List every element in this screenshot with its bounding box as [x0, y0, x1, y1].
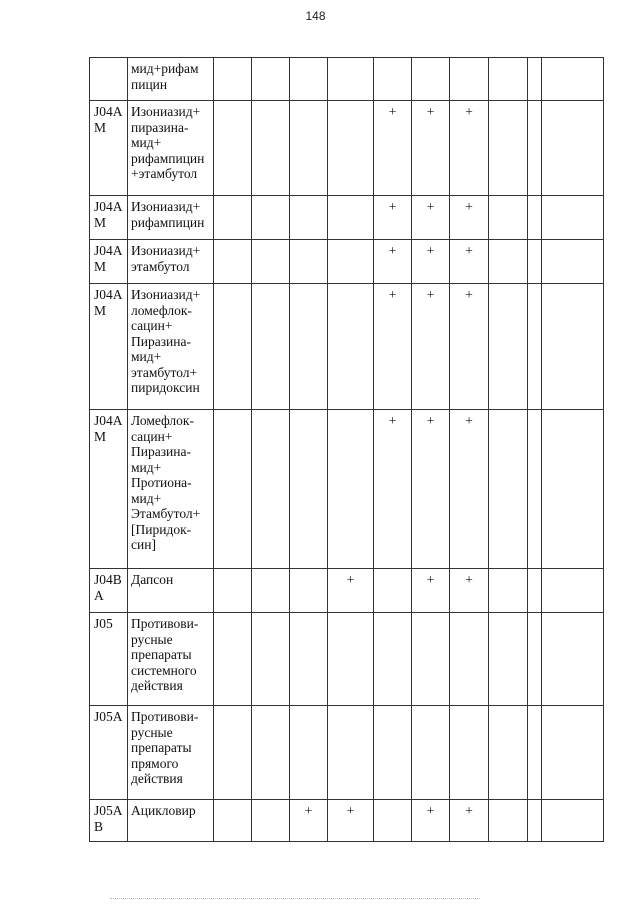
mark-cell: [214, 284, 252, 410]
mark-cell: [489, 569, 528, 613]
atc-code: J04B A: [94, 572, 122, 603]
mark-cell: [542, 196, 604, 240]
mark-cell: [214, 613, 252, 706]
mark-cell: +: [450, 284, 489, 410]
mark-cell: [489, 410, 528, 569]
mark-cell: [252, 706, 290, 800]
mark-cell: [489, 613, 528, 706]
mark-cell: [214, 58, 252, 101]
mark-cell: [489, 101, 528, 196]
mark-cell: [252, 410, 290, 569]
drug-name-cell: Изониазид+ ломефлок- сацин+ Пиразина- мид+ этамбутол+ пиридоксин: [128, 284, 214, 410]
drug-name-cell: мид+рифам пицин: [128, 58, 214, 101]
atc-code-cell: [90, 569, 128, 613]
table-body: [90, 58, 604, 842]
mark-cell: [374, 58, 412, 101]
mark-cell: [528, 101, 542, 196]
mark-cell: [374, 706, 412, 800]
mark-cell: +: [374, 410, 412, 569]
mark-cell: [290, 569, 328, 613]
mark-cell: +: [412, 284, 450, 410]
mark-cell: [328, 196, 374, 240]
drug-name-cell: Ацикловир: [128, 800, 214, 842]
mark-cell: [542, 569, 604, 613]
mark-cell: +: [450, 240, 489, 284]
mark-cell: [214, 101, 252, 196]
mark-cell: [374, 613, 412, 706]
table-row: [90, 240, 604, 284]
mark-cell: [252, 101, 290, 196]
atc-code: J04A M: [94, 287, 123, 318]
table-row: [90, 613, 604, 706]
atc-code-cell: [90, 706, 128, 800]
mark-cell: [290, 58, 328, 101]
mark-cell: [290, 706, 328, 800]
mark-cell: [252, 569, 290, 613]
atc-code: J05A: [94, 709, 123, 724]
table-row: [90, 284, 604, 410]
mark-cell: +: [412, 196, 450, 240]
mark-cell: [252, 196, 290, 240]
footer-scan-artifact: [110, 898, 480, 902]
drug-name-cell: Ломефлок- сацин+ Пиразина- мид+ Протиона- мид+ Этамбутол+ [Пиридок- син]: [128, 410, 214, 569]
mark-cell: [450, 613, 489, 706]
mark-cell: [374, 800, 412, 842]
mark-cell: [528, 284, 542, 410]
atc-code: J04A M: [94, 104, 123, 135]
mark-cell: +: [412, 569, 450, 613]
mark-cell: [542, 800, 604, 842]
atc-code: J04A M: [94, 413, 123, 444]
mark-cell: [542, 706, 604, 800]
drug-name-cell: Изониазид+ этамбутол: [128, 240, 214, 284]
atc-code: J04A M: [94, 199, 123, 230]
mark-cell: [528, 410, 542, 569]
mark-cell: +: [412, 410, 450, 569]
mark-cell: [528, 613, 542, 706]
drug-name-cell: Изониазид+ пиразина- мид+ рифампицин +этамбутол: [128, 101, 214, 196]
atc-code-cell: [90, 58, 128, 101]
mark-cell: [542, 240, 604, 284]
mark-cell: [489, 284, 528, 410]
mark-cell: [542, 101, 604, 196]
drug-name-cell: Изониазид+ рифампицин: [128, 196, 214, 240]
mark-cell: +: [328, 569, 374, 613]
mark-cell: +: [290, 800, 328, 842]
mark-cell: [328, 613, 374, 706]
mark-cell: +: [412, 240, 450, 284]
mark-cell: [252, 613, 290, 706]
mark-cell: [214, 196, 252, 240]
atc-code: J05A B: [94, 803, 123, 834]
mark-cell: [290, 284, 328, 410]
table-row: [90, 410, 604, 569]
mark-cell: [412, 706, 450, 800]
mark-cell: [290, 196, 328, 240]
mark-cell: [412, 613, 450, 706]
mark-cell: +: [328, 800, 374, 842]
mark-cell: [450, 58, 489, 101]
mark-cell: [214, 569, 252, 613]
mark-cell: [489, 196, 528, 240]
mark-cell: [450, 706, 489, 800]
mark-cell: [214, 410, 252, 569]
mark-cell: +: [374, 284, 412, 410]
mark-cell: [328, 101, 374, 196]
mark-cell: [328, 706, 374, 800]
atc-code-cell: [90, 196, 128, 240]
drug-table: [89, 57, 604, 842]
mark-cell: [290, 410, 328, 569]
atc-code: J05: [94, 616, 113, 631]
mark-cell: [489, 706, 528, 800]
mark-cell: +: [374, 240, 412, 284]
mark-cell: [214, 240, 252, 284]
atc-code-cell: [90, 284, 128, 410]
atc-code: J04A M: [94, 243, 123, 274]
mark-cell: +: [374, 101, 412, 196]
drug-name-cell: Дапсон: [128, 569, 214, 613]
table-row: [90, 58, 604, 101]
mark-cell: +: [450, 569, 489, 613]
mark-cell: [412, 58, 450, 101]
drug-name-cell: Противови- русные препараты системного действия: [128, 613, 214, 706]
mark-cell: [214, 706, 252, 800]
mark-cell: [252, 800, 290, 842]
mark-cell: [328, 58, 374, 101]
atc-code-cell: [90, 613, 128, 706]
mark-cell: [528, 706, 542, 800]
mark-cell: [290, 613, 328, 706]
mark-cell: +: [450, 101, 489, 196]
atc-code-cell: [90, 240, 128, 284]
mark-cell: [252, 240, 290, 284]
mark-cell: [528, 58, 542, 101]
mark-cell: [214, 800, 252, 842]
mark-cell: [252, 58, 290, 101]
mark-cell: [542, 284, 604, 410]
mark-cell: [528, 569, 542, 613]
table-row: [90, 101, 604, 196]
mark-cell: [542, 613, 604, 706]
mark-cell: [489, 800, 528, 842]
table-row: [90, 800, 604, 842]
mark-cell: [542, 410, 604, 569]
mark-cell: [328, 284, 374, 410]
mark-cell: +: [450, 800, 489, 842]
mark-cell: [290, 101, 328, 196]
mark-cell: [252, 284, 290, 410]
atc-code-cell: [90, 800, 128, 842]
mark-cell: [528, 240, 542, 284]
mark-cell: [528, 196, 542, 240]
mark-cell: [328, 240, 374, 284]
mark-cell: +: [450, 196, 489, 240]
mark-cell: +: [412, 101, 450, 196]
mark-cell: [489, 58, 528, 101]
mark-cell: [542, 58, 604, 101]
page-number: 148: [305, 9, 326, 23]
mark-cell: +: [450, 410, 489, 569]
mark-cell: [528, 800, 542, 842]
drug-name-cell: Противови- русные препараты прямого действия: [128, 706, 214, 800]
table-row: [90, 569, 604, 613]
table-row: [90, 196, 604, 240]
atc-code-cell: [90, 101, 128, 196]
atc-code-cell: [90, 410, 128, 569]
mark-cell: [489, 240, 528, 284]
mark-cell: [374, 569, 412, 613]
mark-cell: +: [374, 196, 412, 240]
mark-cell: [328, 410, 374, 569]
mark-cell: [290, 240, 328, 284]
mark-cell: +: [412, 800, 450, 842]
table-row: [90, 706, 604, 800]
